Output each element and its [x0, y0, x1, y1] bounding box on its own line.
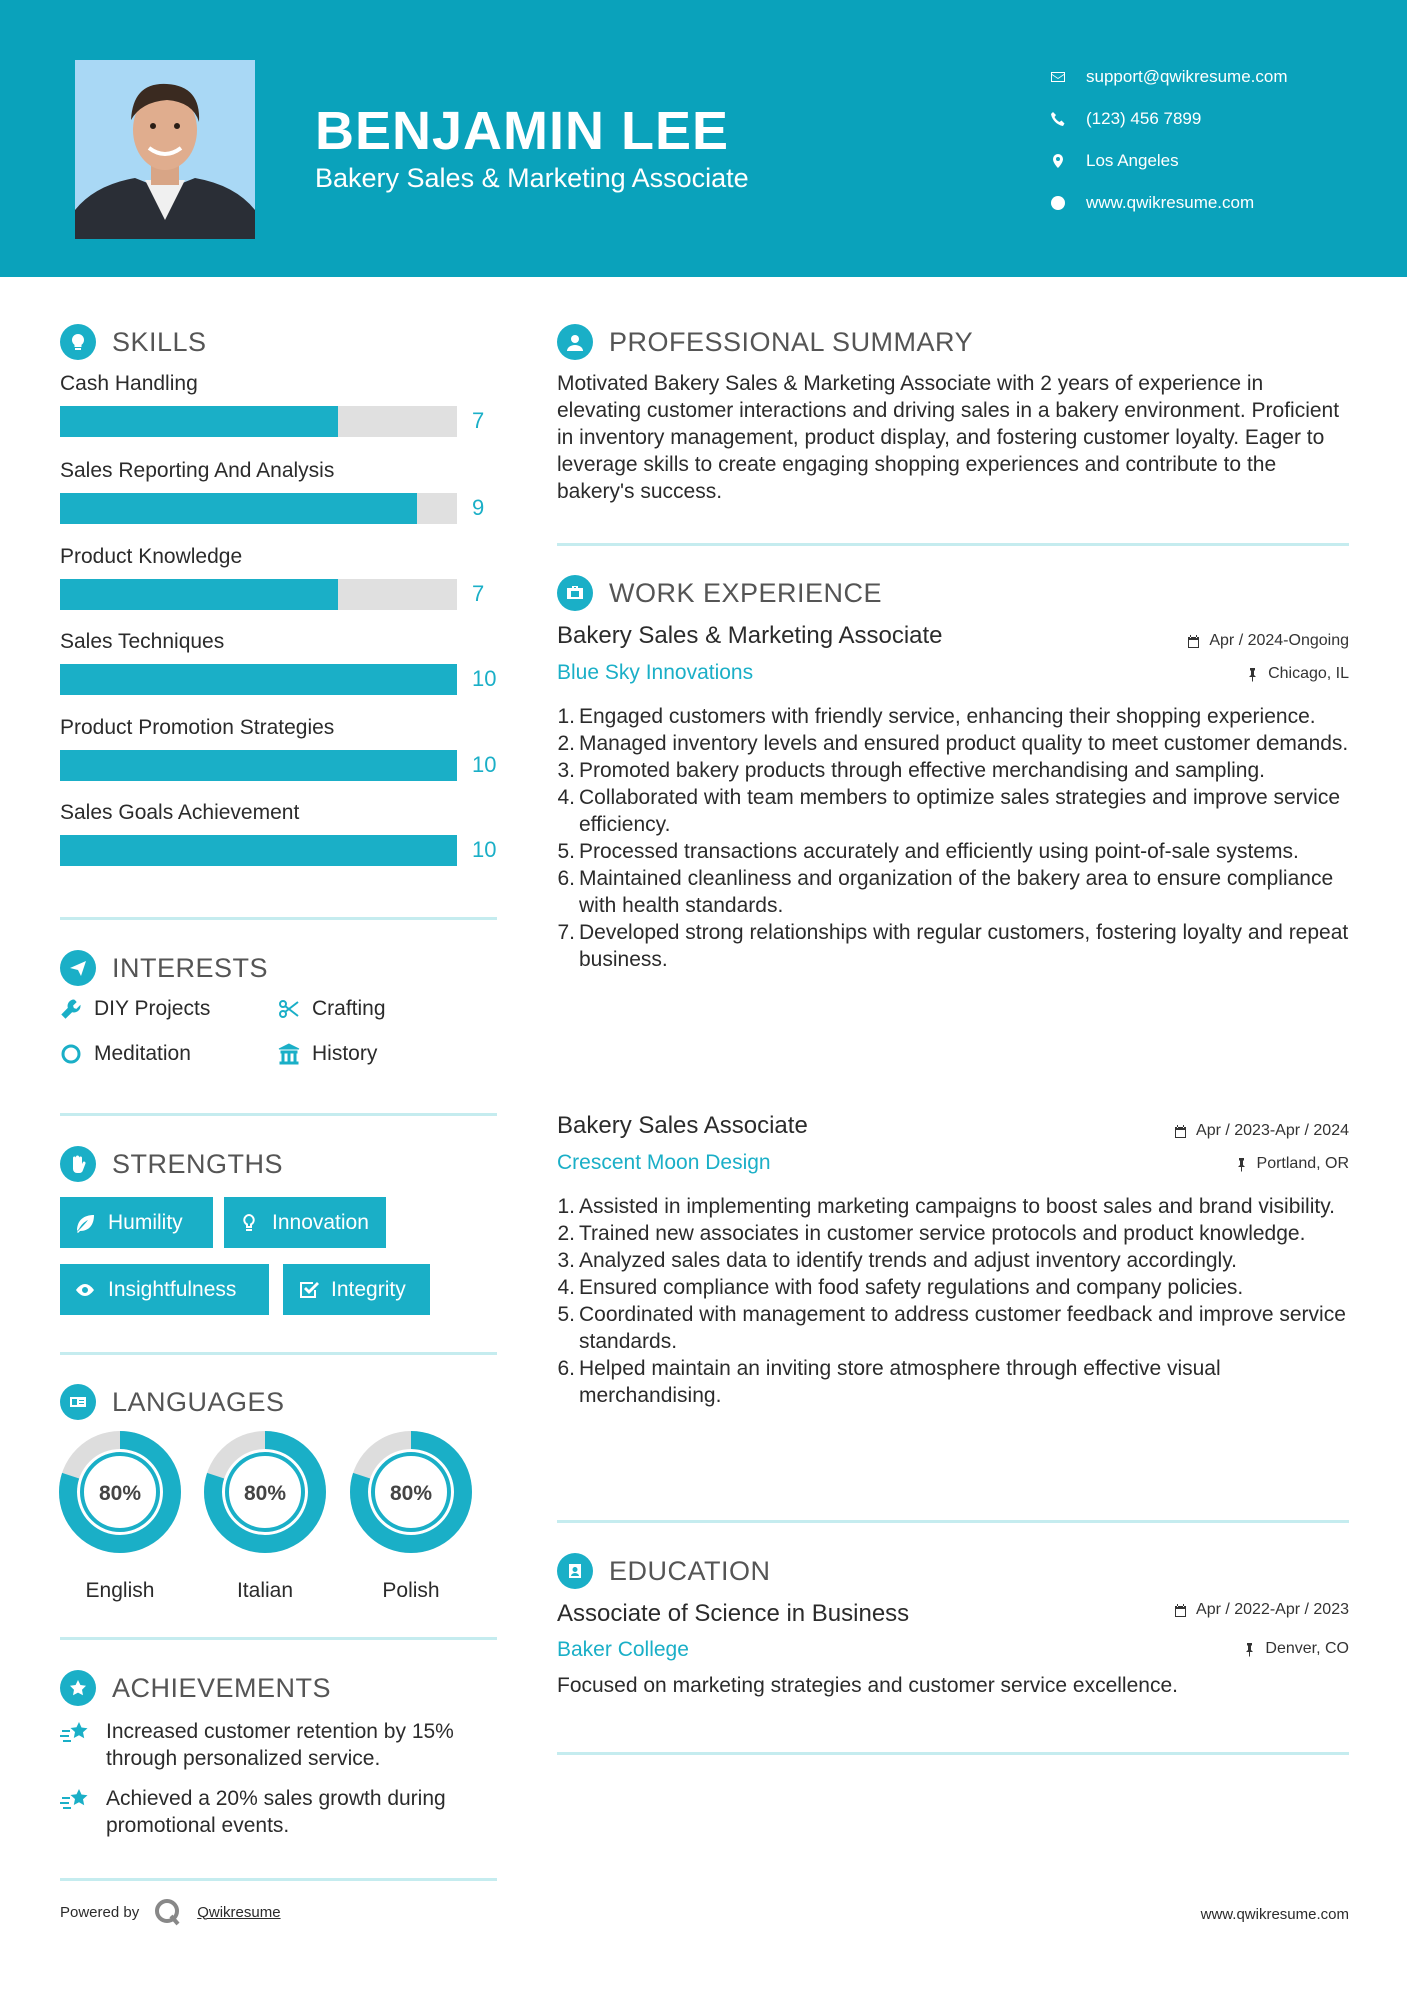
job-location [1245, 665, 1349, 683]
education-dates [1173, 1601, 1349, 1619]
bullet-item [557, 1301, 1357, 1355]
job-location [1234, 1155, 1349, 1173]
skill-value: 7 [472, 581, 485, 606]
strength-tag [60, 1197, 213, 1248]
skill-value: 10 [472, 752, 497, 777]
interest-label: Meditation [94, 1042, 191, 1065]
map-marker-icon [1050, 153, 1066, 169]
bullet-item [557, 838, 1357, 865]
company-name: Blue Sky Innovations [557, 661, 754, 684]
job-location-text: Portland, OR [1256, 1155, 1349, 1172]
leaf-icon [74, 1212, 96, 1234]
contact-location [1050, 140, 1288, 182]
skill-bar-fill [60, 835, 457, 866]
contact-website[interactable] [1050, 182, 1288, 224]
job-dates [1186, 632, 1349, 650]
section-divider [60, 1352, 497, 1355]
bullet-number: 3. [557, 1249, 575, 1272]
education-title: EDUCATION [609, 1555, 771, 1586]
email-text: support@qwikresume.com [1086, 67, 1288, 86]
lightbulb-icon [238, 1212, 260, 1234]
language-name: Italian [236, 1579, 294, 1602]
company-name: Crescent Moon Design [557, 1151, 771, 1174]
experience-title: WORK EXPERIENCE [609, 577, 883, 608]
phone-text: (123) 456 7899 [1086, 109, 1202, 128]
phone-icon [1050, 111, 1066, 127]
graduation-icon [557, 1553, 593, 1589]
language-progress-ring [204, 1431, 326, 1553]
education-description: Focused on marketing strategies and customer service excellence. [557, 1674, 1178, 1697]
bullet-text: Processed transactions accurately and efficiently using point-of-sale systems. [579, 840, 1299, 863]
pushpin-icon [1242, 1642, 1257, 1657]
contact-list [1050, 56, 1288, 224]
interest-item [278, 1042, 377, 1066]
section-divider [557, 1520, 1349, 1523]
bullet-text: Collaborated with team members to optimize sales strategies and improve service efficiency. [579, 786, 1340, 836]
strengths-title: STRENGTHS [112, 1148, 284, 1179]
language-progress-ring [350, 1431, 472, 1553]
skills-title: SKILLS [112, 326, 207, 357]
interest-label: DIY Projects [94, 997, 211, 1020]
language-icon [60, 1384, 96, 1420]
degree-title: Associate of Science in Business [557, 1600, 910, 1627]
pushpin-icon [1234, 1157, 1249, 1172]
job-dates-text: Apr / 2023-Apr / 2024 [1196, 1122, 1349, 1139]
job-title: Bakery Sales & Marketing Associate [557, 622, 943, 649]
bullet-text: Maintained cleanliness and organization of the bakery area to ensure compliance with health standards. [579, 867, 1334, 917]
bullet-item [557, 1274, 1357, 1301]
bullet-item [557, 865, 1357, 919]
star-icon [60, 1670, 96, 1706]
wrench-icon [60, 998, 82, 1020]
strength-tag [60, 1264, 269, 1315]
user-icon [557, 324, 593, 360]
bullet-number: 6. [557, 867, 575, 890]
bullet-item [557, 919, 1357, 973]
strengths-heading [60, 1146, 283, 1182]
achievement-item [60, 1785, 500, 1839]
section-divider [60, 1878, 497, 1881]
skill-bar [60, 406, 457, 437]
globe-icon [1050, 195, 1066, 211]
job-location-text: Chicago, IL [1268, 665, 1349, 682]
institution-icon [278, 1043, 300, 1065]
bullet-number: 6. [557, 1357, 575, 1380]
languages-heading [60, 1384, 285, 1420]
bullet-text: Ensured compliance with food safety regulations and company policies. [579, 1276, 1244, 1299]
briefcase-icon [557, 575, 593, 611]
job-dates-text: Apr / 2024-Ongoing [1209, 632, 1349, 649]
shooting-star-icon [60, 1787, 92, 1815]
section-divider [557, 1752, 1349, 1755]
bullet-text: Managed inventory levels and ensured product quality to meet customer demands. [579, 732, 1349, 755]
strength-tag [283, 1264, 430, 1315]
location-text: Los Angeles [1086, 151, 1179, 170]
website-text: www.qwikresume.com [1086, 193, 1255, 212]
bullet-text: Helped maintain an inviting store atmosphere through effective visual merchandising. [579, 1357, 1221, 1407]
footer-website[interactable]: www.qwikresume.com [1200, 1906, 1349, 1923]
envelope-icon [1050, 69, 1066, 85]
skill-bar-fill [60, 406, 338, 437]
job-bullets [557, 703, 1357, 973]
language-name: English [85, 1579, 155, 1602]
section-divider [60, 1113, 497, 1116]
bullet-number: 2. [557, 732, 575, 755]
bullet-number: 5. [557, 840, 575, 863]
languages-title: LANGUAGES [112, 1386, 285, 1417]
achievements-title: ACHIEVEMENTS [112, 1672, 332, 1703]
skill-bar [60, 579, 457, 610]
bullet-item [557, 784, 1357, 838]
bullet-number: 4. [557, 1276, 575, 1299]
contact-email[interactable] [1050, 56, 1288, 98]
summary-heading [557, 324, 973, 360]
resume-header [0, 0, 1407, 277]
education-location-text: Denver, CO [1265, 1640, 1349, 1657]
bullet-text: Promoted bakery products through effective merchandising and sampling. [579, 759, 1265, 782]
skill-bar-fill [60, 493, 417, 524]
language-name: Polish [382, 1579, 440, 1602]
circle-icon [60, 1043, 82, 1065]
bullet-item [557, 1220, 1357, 1247]
skill-label: Sales Techniques [60, 630, 225, 653]
bullet-number: 1. [557, 705, 575, 728]
shooting-star-icon [60, 1720, 92, 1748]
bullet-number: 2. [557, 1222, 575, 1245]
bullet-item [557, 1355, 1357, 1409]
achievement-text: Achieved a 20% sales growth during promotional events. [106, 1787, 446, 1837]
skill-bar-fill [60, 750, 457, 781]
education-dates-text: Apr / 2022-Apr / 2023 [1196, 1601, 1349, 1618]
bullet-item [557, 703, 1357, 730]
job-dates [1173, 1122, 1349, 1140]
achievement-item [60, 1718, 500, 1772]
school-name: Baker College [557, 1638, 689, 1661]
interest-label: History [312, 1042, 378, 1065]
language-item [59, 1431, 181, 1603]
bullet-text: Trained new associates in customer service protocols and product knowledge. [579, 1222, 1306, 1245]
interests-title: INTERESTS [112, 952, 269, 983]
check-square-icon [297, 1279, 319, 1301]
education-location [1242, 1640, 1349, 1658]
summary-text: Motivated Bakery Sales & Marketing Associate with 2 years of experience in elevating customer interactions and driving sales in a bakery environment. Proficient in inventory management, product display, and fostering customer loyalty. Eager to leverage skills to create engaging shopping experiences and contribute to the bakery's success. [557, 372, 1340, 503]
skill-bar-fill [60, 664, 457, 695]
skill-label: Product Knowledge [60, 545, 243, 568]
strength-label: Insightfulness [108, 1277, 237, 1301]
bullet-item [557, 757, 1357, 784]
achievements-heading [60, 1670, 331, 1706]
skill-bar [60, 750, 457, 781]
contact-phone[interactable] [1050, 98, 1288, 140]
interest-item [60, 1042, 191, 1066]
language-item [204, 1431, 326, 1603]
profile-photo [75, 60, 255, 239]
bullet-number: 4. [557, 786, 575, 809]
candidate-name: BENJAMIN LEE [315, 101, 730, 161]
section-divider [60, 1637, 497, 1640]
interest-item [60, 997, 210, 1021]
interest-label: Crafting [312, 997, 386, 1020]
experience-heading [557, 575, 882, 611]
language-percent: 80% [243, 1482, 287, 1505]
job-bullets [557, 1193, 1357, 1409]
language-percent: 80% [98, 1482, 142, 1505]
education-heading [557, 1553, 771, 1589]
section-divider [557, 543, 1349, 546]
language-progress-ring [59, 1431, 181, 1553]
interest-item [278, 997, 386, 1021]
bullet-text: Developed strong relationships with regular customers, fostering loyalty and repeat business. [579, 921, 1349, 971]
qwikresume-logo-icon [153, 1897, 183, 1927]
strength-label: Innovation [272, 1210, 369, 1234]
powered-by-text: Powered by [60, 1903, 140, 1921]
skill-bar [60, 835, 457, 866]
skill-bar-fill [60, 579, 338, 610]
skill-bar [60, 493, 457, 524]
interests-heading [60, 950, 268, 986]
bullet-item [557, 1193, 1357, 1220]
skill-value: 10 [472, 837, 497, 862]
bullet-text: Analyzed sales data to identify trends and adjust inventory accordingly. [579, 1249, 1237, 1272]
language-percent: 80% [389, 1482, 433, 1505]
bullet-text: Engaged customers with friendly service, enhancing their shopping experience. [579, 705, 1316, 728]
footer-powered-by [60, 1897, 281, 1927]
bullet-item [557, 1247, 1357, 1274]
bullet-number: 5. [557, 1303, 575, 1326]
hand-icon [60, 1146, 96, 1182]
bullet-item [557, 730, 1357, 757]
strength-tag [224, 1197, 386, 1248]
skill-label: Product Promotion Strategies [60, 716, 335, 739]
skills-heading [60, 324, 207, 360]
job-title: Bakery Sales Associate [557, 1112, 808, 1139]
language-item [350, 1431, 472, 1603]
strength-label: Integrity [331, 1277, 406, 1301]
strength-label: Humility [108, 1210, 183, 1234]
brand-link[interactable]: Qwikresume [197, 1903, 281, 1921]
summary-title: PROFESSIONAL SUMMARY [609, 326, 974, 357]
skill-bar [60, 664, 457, 695]
eye-icon [74, 1279, 96, 1301]
skill-value: 10 [472, 666, 497, 691]
skill-label: Cash Handling [60, 372, 198, 395]
bullet-number: 7. [557, 921, 575, 944]
bullet-text: Assisted in implementing marketing campaigns to boost sales and brand visibility. [579, 1195, 1335, 1218]
pushpin-icon [1245, 667, 1260, 682]
bullet-text: Coordinated with management to address customer feedback and improve service standards. [579, 1303, 1346, 1353]
scissors-icon [278, 998, 300, 1020]
achievement-text: Increased customer retention by 15% through personalized service. [106, 1720, 454, 1770]
lightbulb-icon [60, 324, 96, 360]
skill-value: 7 [472, 408, 485, 433]
skill-value: 9 [472, 495, 485, 520]
bullet-number: 1. [557, 1195, 575, 1218]
paper-plane-icon [60, 950, 96, 986]
section-divider [60, 917, 497, 920]
calendar-icon [1186, 634, 1201, 649]
candidate-title: Bakery Sales & Marketing Associate [315, 163, 749, 193]
calendar-icon [1173, 1124, 1188, 1139]
skill-label: Sales Reporting And Analysis [60, 459, 335, 482]
skill-label: Sales Goals Achievement [60, 801, 300, 824]
bullet-number: 3. [557, 759, 575, 782]
calendar-icon [1173, 1603, 1188, 1618]
